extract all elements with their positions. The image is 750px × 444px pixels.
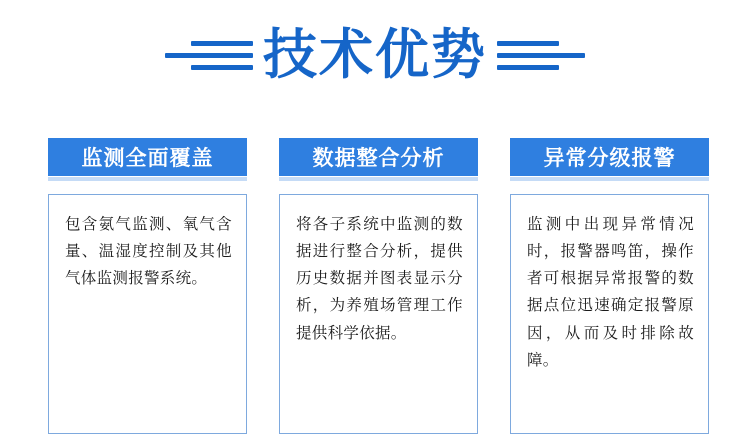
dash-line-bar (497, 53, 585, 58)
feature-body-text: 包含氨气监测、氧气含量、温湿度控制及其他气体监测报警系统。 (65, 216, 232, 288)
feature-heading-label: 监测全面覆盖 (81, 147, 214, 170)
feature-column (510, 138, 709, 434)
header-inner (165, 25, 585, 85)
page-header (0, 0, 750, 110)
feature-column (48, 138, 247, 434)
dash-lines-icon (165, 41, 253, 70)
feature-heading-banner (279, 138, 478, 176)
feature-heading-banner (48, 138, 247, 176)
feature-heading-label: 数据整合分析 (312, 147, 445, 170)
feature-body-text: 将各子系统中监测的数据进行整合分析，提供历史数据并图表显示分析，为养殖场管理工作提供科学依据。 (296, 216, 463, 342)
dash-line-bar (165, 53, 253, 58)
feature-column (279, 138, 478, 434)
dash-line-bar (497, 65, 559, 70)
dash-line-bar (191, 41, 253, 46)
feature-body-box (279, 194, 478, 434)
dash-line-bar (191, 65, 253, 70)
dash-lines-icon (497, 41, 585, 70)
page-title: 技术优势 (263, 25, 487, 85)
feature-body-box (48, 194, 247, 434)
dash-line-bar (497, 41, 559, 46)
feature-columns (48, 138, 710, 434)
feature-body-text: 监测中出现异常情况时，报警器鸣笛，操作者可根据异常报警的数据点位迅速确定报警原因，从而及时排除故障。 (527, 216, 694, 369)
feature-body-box (510, 194, 709, 434)
feature-heading-label: 异常分级报警 (543, 147, 676, 170)
feature-heading-banner (510, 138, 709, 176)
